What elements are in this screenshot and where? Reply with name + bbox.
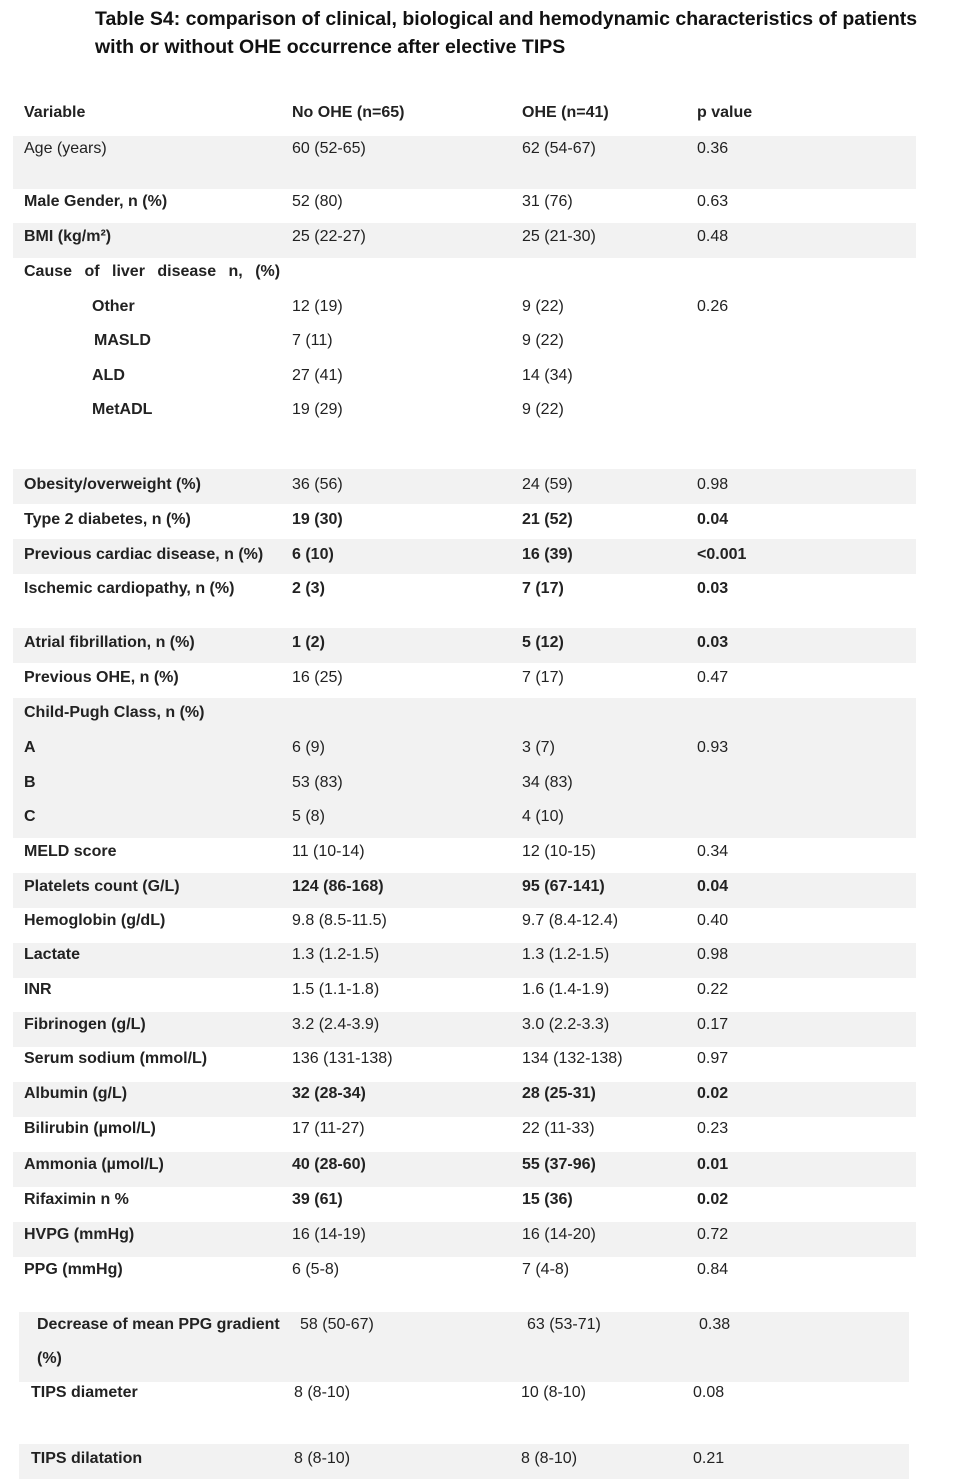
ohe-value: 4 (10): [522, 808, 564, 825]
p-value: 0.48: [697, 228, 729, 245]
no-ohe-value: 12 (19): [292, 298, 343, 315]
no-ohe-value: 53 (83): [292, 774, 343, 791]
no-ohe-value: 9.8 (8.5-11.5): [292, 912, 387, 929]
p-value: 0.22: [697, 981, 729, 998]
row-label: Ischemic cardiopathy, n (%): [24, 580, 235, 597]
ohe-value: 5 (12): [522, 634, 564, 651]
row-label: Serum sodium (mmol/L): [24, 1050, 208, 1067]
table-row: [13, 628, 916, 663]
p-value: 0.23: [697, 1120, 729, 1137]
row-label: Cause of liver disease n, (%): [24, 263, 281, 280]
ohe-value: 63 (53-71): [527, 1316, 601, 1333]
table-row: [13, 1082, 916, 1117]
row-label: Bilirubin (µmol/L): [24, 1120, 156, 1137]
p-value: 0.38: [699, 1316, 731, 1333]
header-no-ohe: No OHE (n=65): [292, 104, 405, 121]
table-row: [19, 1444, 909, 1479]
row-label: Fibrinogen (g/L): [24, 1016, 146, 1033]
row-label: Male Gender, n (%): [24, 193, 168, 210]
table-row: [13, 768, 916, 803]
table-row: [13, 1152, 916, 1187]
p-value: 0.36: [697, 140, 729, 157]
row-label: Previous cardiac disease, n (%): [24, 546, 264, 563]
ohe-value: 1.6 (1.4-1.9): [522, 981, 610, 998]
no-ohe-value: 11 (10-14): [292, 843, 365, 860]
ohe-value: 7 (4-8): [522, 1261, 570, 1278]
table-row: [13, 803, 916, 838]
ohe-value: 21 (52): [522, 511, 573, 528]
table-row: [13, 1047, 916, 1082]
ohe-value: 3 (7): [522, 739, 555, 756]
ohe-value: 9 (22): [522, 401, 564, 418]
table-row: [13, 469, 916, 504]
no-ohe-value: 2 (3): [292, 580, 325, 597]
ohe-value: 7 (17): [522, 580, 564, 597]
row-label: Previous OHE, n (%): [24, 669, 179, 686]
row-label: Albumin (g/L): [24, 1085, 128, 1102]
table-row: [19, 1312, 909, 1382]
no-ohe-value: 19 (30): [292, 511, 343, 528]
row-label: BMI (kg/m²): [24, 228, 112, 245]
no-ohe-value: 60 (52-65): [292, 140, 366, 157]
no-ohe-value: 3.2 (2.4-3.9): [292, 1016, 380, 1033]
table-row: [13, 978, 916, 1013]
ohe-value: 24 (59): [522, 476, 573, 493]
table-row: [13, 1187, 916, 1222]
ohe-value: 134 (132-138): [522, 1050, 623, 1067]
row-label: Rifaximin n %: [24, 1191, 129, 1208]
table-row: [13, 908, 916, 943]
p-value: 0.72: [697, 1226, 729, 1243]
table-row: [13, 663, 916, 698]
row-label: Platelets count (G/L): [24, 878, 180, 895]
row-label: MetADL: [92, 401, 153, 418]
no-ohe-value: 7 (11): [292, 332, 333, 349]
no-ohe-value: 6 (10): [292, 546, 334, 563]
table-row: [13, 223, 916, 258]
row-label: C: [24, 808, 36, 825]
p-value: 0.02: [697, 1085, 729, 1102]
ohe-value: 95 (67-141): [522, 878, 605, 895]
p-value: 0.08: [693, 1384, 725, 1401]
table-row: [13, 398, 916, 433]
ohe-value: 9.7 (8.4-12.4): [522, 912, 619, 929]
no-ohe-value: 58 (50-67): [300, 1316, 374, 1333]
p-value: 0.03: [697, 634, 729, 651]
table-row: [13, 1257, 916, 1292]
no-ohe-value: 6 (9): [292, 739, 325, 756]
p-value: 0.97: [697, 1050, 729, 1067]
row-label: Hemoglobin (g/dL): [24, 912, 166, 929]
p-value: 0.63: [697, 193, 729, 210]
ohe-value: 9 (22): [522, 298, 564, 315]
p-value: 0.98: [697, 946, 729, 963]
p-value: 0.01: [697, 1156, 729, 1173]
row-label: Lactate: [24, 946, 81, 963]
no-ohe-value: 124 (86-168): [292, 878, 384, 895]
table-row: [13, 258, 916, 293]
table-row: [13, 1222, 916, 1257]
no-ohe-value: 27 (41): [292, 367, 343, 384]
table-row: [13, 189, 916, 223]
no-ohe-value: 6 (5-8): [292, 1261, 340, 1278]
p-value: 0.21: [693, 1450, 725, 1467]
row-label: Obesity/overweight (%): [24, 476, 201, 493]
header-ohe: OHE (n=41): [522, 104, 609, 121]
table-row: [13, 136, 916, 189]
header-variable: Variable: [24, 104, 86, 121]
row-label: Type 2 diabetes, n (%): [24, 511, 191, 528]
row-label: Ammonia (µmol/L): [24, 1156, 164, 1173]
no-ohe-value: 17 (11-27): [292, 1120, 365, 1137]
no-ohe-value: 40 (28-60): [292, 1156, 366, 1173]
p-value: 0.04: [697, 511, 729, 528]
row-label: PPG (mmHg): [24, 1261, 123, 1278]
ohe-value: 3.0 (2.2-3.3): [522, 1016, 610, 1033]
no-ohe-value: 36 (56): [292, 476, 343, 493]
table-row: [13, 1012, 916, 1047]
table-row: [13, 363, 916, 398]
no-ohe-value: 1.5 (1.1-1.8): [292, 981, 380, 998]
p-value: 0.93: [697, 739, 729, 756]
ohe-value: 34 (83): [522, 774, 573, 791]
table-row: [13, 873, 916, 908]
row-label: TIPS diameter: [31, 1384, 138, 1401]
no-ohe-value: 52 (80): [292, 193, 343, 210]
ohe-value: 12 (10-15): [522, 843, 596, 860]
ohe-value: 22 (11-33): [522, 1120, 595, 1137]
p-value: 0.03: [697, 580, 729, 597]
row-label: Other: [92, 298, 135, 315]
no-ohe-value: 5 (8): [292, 808, 325, 825]
row-label: MELD score: [24, 843, 117, 860]
ohe-value: 16 (39): [522, 546, 573, 563]
table-row: [13, 1117, 916, 1152]
p-value: 0.98: [697, 476, 729, 493]
row-label: INR: [24, 981, 52, 998]
ohe-value: 8 (8-10): [521, 1450, 578, 1467]
no-ohe-value: 8 (8-10): [294, 1384, 351, 1401]
p-value: 0.34: [697, 843, 729, 860]
p-value: <0.001: [697, 546, 747, 563]
header-p-value: p value: [697, 104, 753, 121]
no-ohe-value: 39 (61): [292, 1191, 343, 1208]
no-ohe-value: 16 (14-19): [292, 1226, 366, 1243]
table-row: [19, 1382, 909, 1417]
table-row: [13, 943, 916, 978]
ohe-value: 7 (17): [522, 669, 564, 686]
row-label: Decrease of mean PPG gradient (%): [37, 1316, 280, 1367]
row-label: A: [24, 739, 36, 756]
table-row: [13, 733, 916, 768]
table-header-row: [13, 103, 916, 125]
no-ohe-value: 1 (2): [292, 634, 325, 651]
table-row: [13, 504, 916, 539]
table-row: [13, 574, 916, 609]
no-ohe-value: 8 (8-10): [294, 1450, 351, 1467]
no-ohe-value: 19 (29): [292, 401, 343, 418]
row-label: Atrial fibrillation, n (%): [24, 634, 195, 651]
ohe-value: 14 (34): [522, 367, 573, 384]
no-ohe-value: 32 (28-34): [292, 1085, 366, 1102]
table-row: [13, 328, 916, 363]
no-ohe-value: 136 (131-138): [292, 1050, 393, 1067]
ohe-value: 62 (54-67): [522, 140, 596, 157]
row-label: ALD: [92, 367, 125, 384]
row-label: TIPS dilatation: [31, 1450, 143, 1467]
ohe-value: 10 (8-10): [521, 1384, 586, 1401]
row-label: Age (years): [24, 140, 107, 157]
row-label: B: [24, 774, 36, 791]
p-value: 0.04: [697, 878, 729, 895]
ohe-value: 55 (37-96): [522, 1156, 596, 1173]
no-ohe-value: 25 (22-27): [292, 228, 366, 245]
no-ohe-value: 1.3 (1.2-1.5): [292, 946, 380, 963]
row-label: MASLD: [94, 332, 151, 349]
table-row: [13, 293, 916, 328]
ohe-value: 28 (25-31): [522, 1085, 596, 1102]
ohe-value: 15 (36): [522, 1191, 573, 1208]
p-value: 0.17: [697, 1016, 729, 1033]
p-value: 0.84: [697, 1261, 729, 1278]
ohe-value: 25 (21-30): [522, 228, 596, 245]
table-row: [13, 838, 916, 873]
table-row: [13, 539, 916, 574]
ohe-value: 9 (22): [522, 332, 564, 349]
p-value: 0.40: [697, 912, 729, 929]
p-value: 0.47: [697, 669, 729, 686]
ohe-value: 31 (76): [522, 193, 573, 210]
table-title: Table S4: comparison of clinical, biological and hemodynamic characteristics of patients with or without OHE occurrence after elective TIPS: [95, 8, 918, 58]
p-value: 0.02: [697, 1191, 729, 1208]
row-label: Child-Pugh Class, n (%): [24, 704, 205, 721]
no-ohe-value: 16 (25): [292, 669, 343, 686]
ohe-value: 16 (14-20): [522, 1226, 596, 1243]
p-value: 0.26: [697, 298, 729, 315]
ohe-value: 1.3 (1.2-1.5): [522, 946, 610, 963]
row-label: HVPG (mmHg): [24, 1226, 135, 1243]
